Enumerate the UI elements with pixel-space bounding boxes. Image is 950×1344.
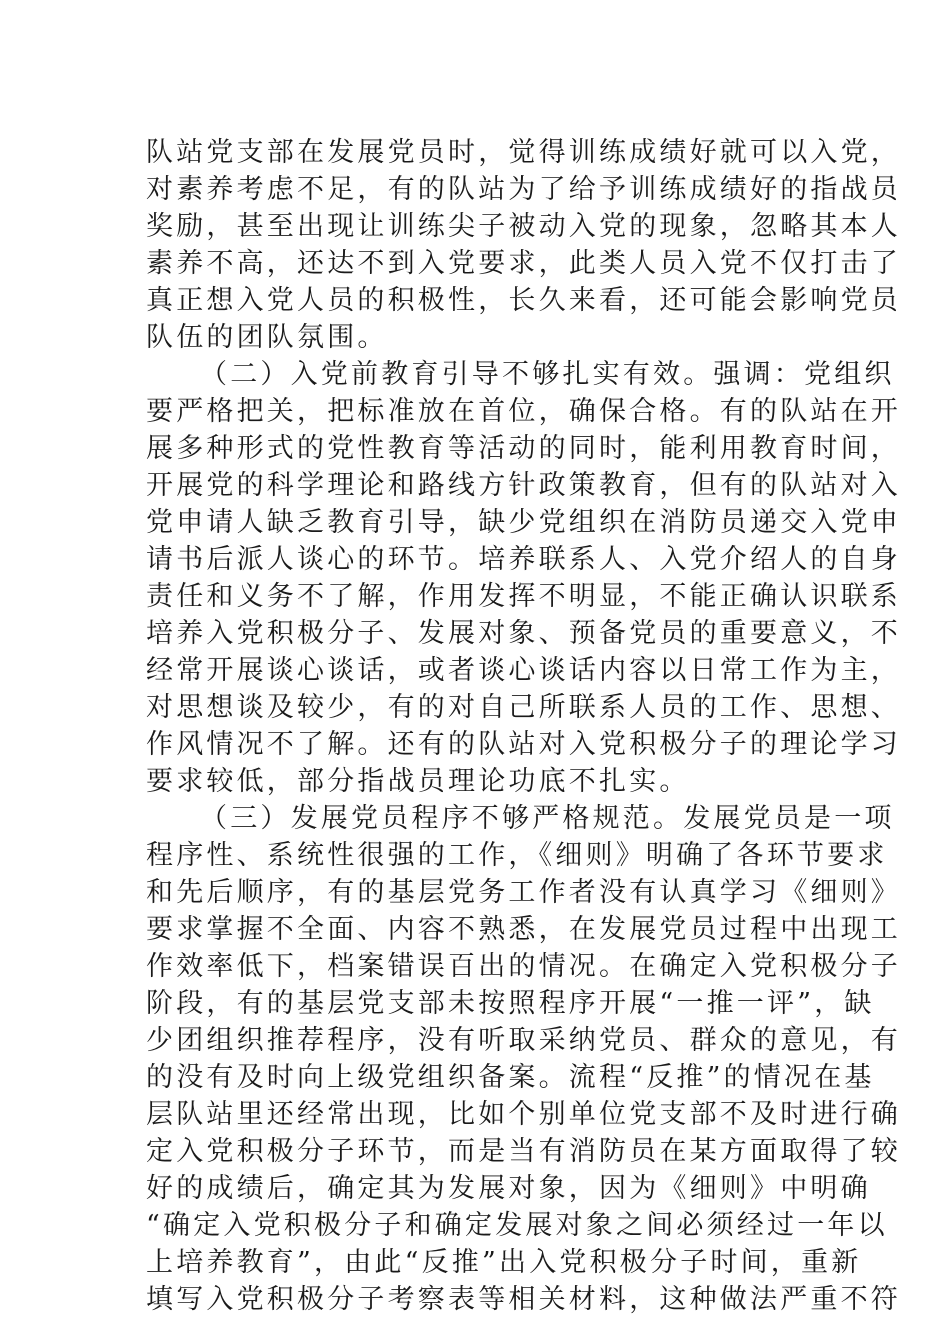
text-line: 培养入党积极分子、发展对象、预备党员的重要意义，不 (146, 618, 901, 649)
text-line: 队站党支部在发展党员时，觉得训练成绩好就可以入党， (146, 137, 901, 168)
section-heading-2: （二）入党前教育引导不够扎实有效。强调：党组织 (200, 359, 895, 390)
text-line: 程序性、系统性很强的工作，《细则》明确了各环节要求 (146, 840, 888, 871)
text-line: 要求掌握不全面、内容不熟悉，在发展党员过程中出现工 (146, 914, 901, 945)
text-line: 队伍的团队氛围。 (146, 322, 388, 353)
text-line: 展多种形式的党性教育等活动的同时，能利用教育时间， (146, 433, 901, 464)
text-line: 定入党积极分子环节，而是当有消防员在某方面取得了较 (146, 1136, 901, 1167)
text-line: 对素养考虑不足，有的队站为了给予训练成绩好的指战员 (146, 174, 901, 205)
text-line: 要严格把关，把标准放在首位，确保合格。有的队站在开 (146, 396, 901, 427)
text-line: 党申请人缺乏教育引导，缺少党组织在消防员递交入党申 (146, 507, 901, 538)
text-line: 奖励，甚至出现让训练尖子被动入党的现象，忽略其本人 (146, 211, 901, 242)
text-line: “确定入党积极分子和确定发展对象之间必须经过一年以 (146, 1210, 888, 1241)
text-line: 和先后顺序，有的基层党务工作者没有认真学习《细则》 (146, 877, 901, 908)
text-line: 素养不高，还达不到入党要求，此类人员入党不仅打击了 (146, 248, 901, 279)
text-line: 作效率低下，档案错误百出的情况。在确定入党积极分子 (146, 951, 901, 982)
text-line: 阶段，有的基层党支部未按照程序开展“一推一评”，缺 (146, 988, 875, 1019)
text-line: 要求较低，部分指战员理论功底不扎实。 (146, 766, 690, 797)
text-line: 开展党的科学理论和路线方针政策教育，但有的队站对入 (146, 470, 901, 501)
section-heading-3: （三）发展党员程序不够严格规范。发展党员是一项 (200, 803, 895, 834)
text-line: 层队站里还经常出现，比如个别单位党支部不及时进行确 (146, 1099, 901, 1130)
text-line: 请书后派人谈心的环节。培养联系人、入党介绍人的自身 (146, 544, 901, 575)
text-line: 上培养教育”，由此“反推”出入党积极分子时间，重新 (146, 1247, 862, 1278)
text-line: 的没有及时向上级党组织备案。流程“反推”的情况在基 (146, 1062, 875, 1093)
text-line: 作风情况不了解。还有的队站对入党积极分子的理论学习 (146, 729, 901, 760)
text-line: 对思想谈及较少，有的对自己所联系人员的工作、思想、 (146, 692, 901, 723)
text-line: 填写入党积极分子考察表等相关材料，这种做法严重不符 (146, 1284, 901, 1315)
text-line: 责任和义务不了解，作用发挥不明显，不能正确认识联系 (146, 581, 901, 612)
text-line: 真正想入党人员的积极性，长久来看，还可能会影响党员 (146, 285, 901, 316)
text-line: 少团组织推荐程序，没有听取采纳党员、群众的意见，有 (146, 1025, 901, 1056)
text-line: 好的成绩后，确定其为发展对象，因为《细则》中明确 (146, 1173, 871, 1204)
text-line: 经常开展谈心谈话，或者谈心谈话内容以日常工作为主， (146, 655, 901, 686)
